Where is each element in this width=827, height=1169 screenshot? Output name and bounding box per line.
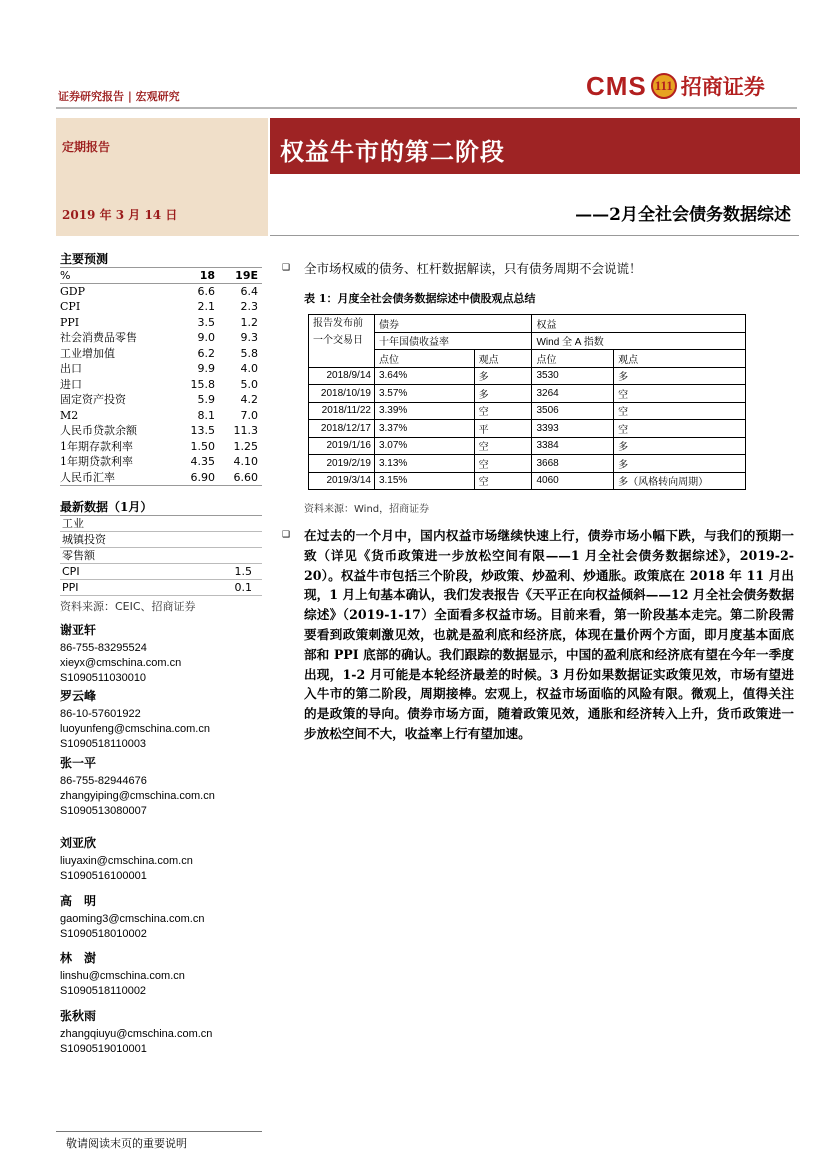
analyst-name: 林 澍 bbox=[60, 951, 97, 965]
table-cell: 空 bbox=[474, 472, 532, 490]
analyst-card bbox=[60, 688, 210, 752]
forecast-cell: 社会消费品零售 bbox=[60, 331, 137, 345]
report-subtitle: ——2月全社会债务数据综述 bbox=[575, 205, 791, 225]
analyst-phone: 86-755-83295524 bbox=[60, 642, 147, 654]
table-row bbox=[309, 385, 746, 403]
table-cell: 3.37% bbox=[374, 420, 474, 438]
forecast-cell: 出口 bbox=[60, 362, 82, 376]
analyst-card bbox=[60, 622, 181, 686]
table-equity-index: Wind 全 A 指数 bbox=[532, 332, 746, 350]
table-cell: 空 bbox=[614, 402, 746, 420]
analyst-license-id: S1090513080007 bbox=[60, 805, 147, 817]
forecast-cell: 4.0 bbox=[240, 362, 258, 376]
forecast-cell: 15.8 bbox=[190, 377, 216, 391]
forecast-cell: 2.3 bbox=[240, 300, 258, 314]
forecast-row bbox=[60, 361, 262, 377]
forecast-cell: 1年期存款利率 bbox=[60, 439, 133, 453]
table-cell: 多（风格转向周期） bbox=[614, 472, 746, 490]
forecast-cell: 5.8 bbox=[240, 346, 258, 360]
analyst-name: 张一平 bbox=[60, 756, 97, 770]
forecast-cell: 工业增加值 bbox=[60, 346, 115, 360]
table-cell: 3506 bbox=[532, 402, 614, 420]
table-cell: 多 bbox=[474, 385, 532, 403]
latest-data-table bbox=[60, 516, 262, 596]
forecast-cell: 4.35 bbox=[190, 455, 216, 469]
latest-cell: 城镇投资 bbox=[60, 532, 183, 548]
forecast-row bbox=[60, 284, 262, 300]
table-cell: 3.15% bbox=[374, 472, 474, 490]
analyst-name: 高 明 bbox=[60, 894, 97, 908]
table-cell: 3.57% bbox=[374, 385, 474, 403]
table-title: 表 1：月度全社会债务数据综述中债股观点总结 bbox=[304, 292, 536, 305]
table-cell: 空 bbox=[474, 402, 532, 420]
analyst-license-id: S1090518110003 bbox=[60, 738, 147, 750]
forecast-cell: 2.1 bbox=[197, 300, 216, 314]
analyst-card bbox=[60, 893, 204, 942]
forecast-cell: 9.9 bbox=[197, 362, 216, 376]
header-divider bbox=[56, 107, 797, 109]
latest-row bbox=[60, 580, 262, 596]
table-cell: 2018/11/22 bbox=[309, 402, 375, 420]
latest-cell: 零售额 bbox=[60, 548, 183, 564]
forecast-cell: 6.90 bbox=[176, 470, 219, 486]
logo-badge-icon: 111 bbox=[651, 73, 677, 99]
forecast-row bbox=[60, 346, 262, 362]
analyst-license-id: S1090511030010 bbox=[60, 672, 147, 684]
table-cell: 2019/3/14 bbox=[309, 472, 375, 490]
table-cell: 空 bbox=[614, 420, 746, 438]
latest-cell: PPI bbox=[60, 580, 183, 596]
table-cell: 2018/9/14 bbox=[309, 367, 375, 385]
latest-row bbox=[60, 532, 262, 548]
forecast-cell: 进口 bbox=[60, 377, 82, 391]
forecast-row bbox=[60, 392, 262, 408]
forecast-row bbox=[60, 299, 262, 315]
table-cell: 3264 bbox=[532, 385, 614, 403]
bullet-square-icon: ❑ bbox=[282, 263, 291, 273]
analyst-email: zhangqiuyu@cmschina.com.cn bbox=[60, 1028, 213, 1040]
forecast-cell: 4.10 bbox=[233, 455, 258, 469]
latest-cell: 工业 bbox=[60, 516, 183, 532]
forecast-row bbox=[60, 377, 262, 393]
logo-chinese-name: 招商证券 bbox=[680, 74, 765, 99]
table-subhead: 观点 bbox=[614, 350, 746, 368]
table-cell: 3.64% bbox=[374, 367, 474, 385]
table-subhead: 观点 bbox=[474, 350, 532, 368]
forecast-cell: PPI bbox=[60, 315, 80, 329]
analyst-phone: 86-10-57601922 bbox=[60, 708, 141, 720]
forecast-cell: 人民币贷款余额 bbox=[60, 424, 137, 438]
forecast-cell: 1.25 bbox=[233, 439, 258, 453]
table-cell: 3530 bbox=[532, 367, 614, 385]
forecast-cell: 13.5 bbox=[190, 424, 216, 438]
footer-note: 敬请阅读末页的重要说明 bbox=[66, 1137, 187, 1150]
table-cell: 3393 bbox=[532, 420, 614, 438]
analyst-license-id: S1090518010002 bbox=[60, 928, 147, 940]
table-source: 资料来源：Wind，招商证券 bbox=[304, 504, 430, 515]
table-row bbox=[309, 420, 746, 438]
table-row bbox=[309, 402, 746, 420]
latest-cell: CPI bbox=[60, 564, 183, 580]
latest-data-title: 最新数据（1月） bbox=[60, 500, 153, 514]
bullet-square-icon: ❑ bbox=[282, 530, 291, 540]
table-cell: 2019/2/19 bbox=[309, 455, 375, 473]
forecast-header-row bbox=[60, 268, 262, 284]
analyst-email: gaoming3@cmschina.com.cn bbox=[60, 913, 205, 925]
forecast-cell: 8.1 bbox=[197, 408, 216, 422]
forecast-cell: CPI bbox=[60, 300, 81, 314]
forecast-row bbox=[60, 423, 262, 439]
forecast-cell: M2 bbox=[60, 408, 79, 422]
report-meta-panel bbox=[56, 118, 268, 236]
logo-text: CMS bbox=[586, 70, 647, 101]
latest-cell bbox=[183, 532, 262, 548]
forecast-row bbox=[60, 315, 262, 331]
forecast-cell: GDP bbox=[60, 285, 86, 298]
analyst-license-id: S1090519010001 bbox=[60, 1043, 147, 1055]
table-cell: 多 bbox=[614, 367, 746, 385]
table-bond-index: 十年国债收益率 bbox=[374, 332, 532, 350]
forecast-cell: 6.4 bbox=[240, 285, 258, 298]
forecast-row bbox=[60, 470, 262, 486]
table-cell: 3668 bbox=[532, 455, 614, 473]
latest-cell bbox=[183, 548, 262, 564]
title-banner bbox=[270, 118, 800, 174]
forecast-table bbox=[60, 268, 262, 486]
forecast-header-cell: 18 bbox=[176, 268, 219, 284]
analyst-license-id: S1090518110002 bbox=[60, 985, 147, 997]
analyst-license-id: S1090516100001 bbox=[60, 870, 147, 882]
table-cell: 2019/1/16 bbox=[309, 437, 375, 455]
table-cell: 多 bbox=[614, 437, 746, 455]
forecast-header-cell: 19E bbox=[219, 268, 262, 284]
forecast-title: 主要预测 bbox=[60, 252, 109, 266]
table-head-bond: 债券 bbox=[374, 315, 532, 333]
forecast-cell: 1.2 bbox=[240, 315, 258, 329]
forecast-cell: 6.6 bbox=[197, 285, 216, 298]
latest-cell: 0.1 bbox=[183, 580, 262, 596]
forecast-cell: 9.3 bbox=[240, 331, 258, 345]
forecast-cell: 4.2 bbox=[240, 393, 258, 407]
analyst-email: linshu@cmschina.com.cn bbox=[60, 970, 185, 982]
table-cell: 3.39% bbox=[374, 402, 474, 420]
table-row bbox=[309, 367, 746, 385]
analyst-email: xieyx@cmschina.com.cn bbox=[60, 657, 182, 669]
table-head-equity: 权益 bbox=[532, 315, 746, 333]
analyst-name: 刘亚欣 bbox=[60, 836, 97, 850]
analyst-card bbox=[60, 1008, 212, 1057]
table-cell: 平 bbox=[474, 420, 532, 438]
footer-divider bbox=[56, 1131, 262, 1132]
latest-cell bbox=[183, 516, 262, 532]
table-row bbox=[309, 437, 746, 455]
forecast-cell: 5.9 bbox=[197, 393, 216, 407]
report-title: 权益牛市的第二阶段 bbox=[280, 137, 505, 166]
forecast-row bbox=[60, 454, 262, 470]
forecast-cell: 11.3 bbox=[233, 424, 258, 438]
analyst-name: 谢亚轩 bbox=[60, 623, 97, 637]
forecast-cell: 6.60 bbox=[219, 470, 262, 486]
forecast-cell: 3.5 bbox=[197, 315, 216, 329]
forecast-cell: 人民币汇率 bbox=[60, 470, 176, 486]
forecast-row bbox=[60, 330, 262, 346]
table-cell: 4060 bbox=[532, 472, 614, 490]
latest-row bbox=[60, 548, 262, 564]
cms-logo bbox=[586, 68, 765, 104]
latest-source: 资料来源：CEIC、招商证券 bbox=[60, 600, 196, 613]
forecast-cell: 7.0 bbox=[240, 408, 258, 422]
latest-row bbox=[60, 516, 262, 532]
table-cell: 2018/10/19 bbox=[309, 385, 375, 403]
table-cell: 2018/12/17 bbox=[309, 420, 375, 438]
forecast-cell: 固定资产投资 bbox=[60, 393, 126, 407]
analyst-email: liuyaxin@cmschina.com.cn bbox=[60, 855, 193, 867]
subtitle-divider bbox=[270, 235, 799, 236]
analyst-phone: 86-755-82944676 bbox=[60, 775, 147, 787]
table-cell: 空 bbox=[614, 385, 746, 403]
analyst-name: 张秋雨 bbox=[60, 1009, 97, 1023]
table-row bbox=[309, 455, 746, 473]
analyst-email: luoyunfeng@cmschina.com.cn bbox=[60, 723, 210, 735]
forecast-row bbox=[60, 408, 262, 424]
table-head-date: 报告发布前一个交易日 bbox=[309, 315, 375, 368]
forecast-cell: 1年期贷款利率 bbox=[60, 455, 133, 469]
table-subhead: 点位 bbox=[374, 350, 474, 368]
latest-row bbox=[60, 564, 262, 580]
table-cell: 多 bbox=[474, 367, 532, 385]
forecast-header-cell: % bbox=[60, 268, 176, 284]
main-paragraph: 在过去的一个月中，国内权益市场继续快速上行，债券市场小幅下跌，与我们的预期一致（详见《货币政策进一步放松空间有限——1 月全社会债务数据综述》，2019-2-20）。权益牛市包括三个阶段，炒政策、炒盈利、炒通胀。政策底在 2018 年 11 月出现，1 月上旬基本确认，我们发表报告《天平正在向权益倾斜——12 月全社会债务数据综述》（2019-1-17）全面看多权益市场。目前来看，第一阶段基本走完。第二阶段需要看到政策刺激见效，也就是盈利底和经济底，体现在量价两个方面，即月度基本面底部和 PPI 底部的确认。我们跟踪的数据显示，中国的盈利底和经济底有望在今年一季度出现，1-2 月可能是本轮经济最差的时候。3 月份如果数据证实政策见效，市场有望进入牛市的第二阶段，周期接棒。宏观上，权益市场面临的风险有限。微观上，值得关注的是政策的导向。债券市场方面，随着政策见效，通胀和经济转入上升，货币政策进一步放松空间不大，收益率上行有望加速。 bbox=[304, 528, 794, 741]
forecast-cell: 9.0 bbox=[197, 331, 216, 345]
forecast-cell: 6.2 bbox=[197, 346, 216, 360]
table-row bbox=[309, 472, 746, 490]
analyst-card bbox=[60, 950, 185, 999]
table-cell: 空 bbox=[474, 437, 532, 455]
forecast-cell: 1.50 bbox=[190, 439, 216, 453]
report-category: 证券研究报告 | 宏观研究 bbox=[58, 90, 180, 103]
report-date: 2019 年 3 月 14 日 bbox=[62, 208, 178, 222]
analyst-card bbox=[60, 835, 193, 884]
forecast-cell: 5.0 bbox=[240, 377, 258, 391]
intro-text: 全市场权威的债务、杠杆数据解读，只有债务周期不会说谎！ bbox=[304, 261, 642, 276]
table-cell: 多 bbox=[614, 455, 746, 473]
latest-cell: 1.5 bbox=[183, 564, 262, 580]
table-cell: 3.13% bbox=[374, 455, 474, 473]
table-subhead: 点位 bbox=[532, 350, 614, 368]
table-cell: 3384 bbox=[532, 437, 614, 455]
views-table bbox=[308, 314, 746, 490]
analyst-email: zhangyiping@cmschina.com.cn bbox=[60, 790, 215, 802]
table-cell: 空 bbox=[474, 455, 532, 473]
forecast-row bbox=[60, 439, 262, 455]
analyst-card bbox=[60, 755, 215, 819]
report-type: 定期报告 bbox=[62, 140, 111, 154]
analyst-name: 罗云峰 bbox=[60, 689, 97, 703]
table-cell: 3.07% bbox=[374, 437, 474, 455]
